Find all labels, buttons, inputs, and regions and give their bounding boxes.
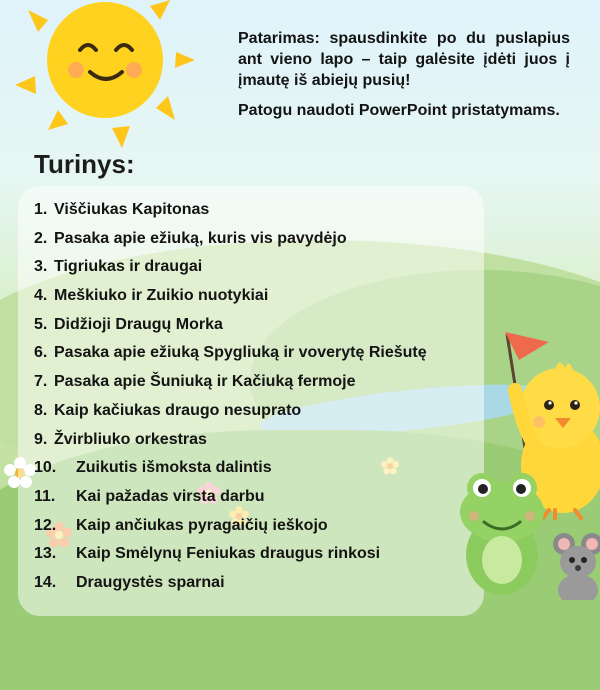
toc-item: 12. Kaip ančiukas pyragaičių ieškojo <box>34 516 328 534</box>
smiling-sun-icon <box>10 0 200 150</box>
toc-item: 2. Pasaka apie ežiuką, kuris vis pavydėjo <box>34 229 347 247</box>
contents-title: Turinys: <box>34 149 135 179</box>
toc-item: 8. Kaip kačiukas draugo nesuprato <box>34 401 302 419</box>
toc-item: 11. Kai pažadas virsta darbu <box>34 487 265 505</box>
toc-item: 10. Zuikutis išmoksta dalintis <box>34 459 272 477</box>
toc-item: 3. Tigriukas ir draugai <box>34 258 203 276</box>
toc-item: 1. Viščiukas Kapitonas <box>34 201 210 218</box>
toc-item: 13. Kaip Smėlynų Feniukas draugus rinkosi <box>34 545 381 563</box>
toc-item: 14. Draugystės sparnai <box>34 573 225 591</box>
toc-item: 4. Meškiuko ir Zuikio nuotykiai <box>34 287 269 305</box>
printing-tip <box>238 28 570 130</box>
mouse-icon <box>548 528 600 600</box>
tip-powerpoint-note: Patogu naudoti PowerPoint pristatymams. <box>238 102 560 119</box>
toc-item: 7. Pasaka apie Šuniuką ir Kačiuką fermoje <box>34 373 356 391</box>
toc-item: 5. Didžioji Draugų Morka <box>34 315 223 333</box>
toc-item: 6. Pasaka apie ežiuką Spygliuką ir voverytę Riešutę <box>34 344 427 362</box>
toc-item: 9. Žvirbliuko orkestras <box>34 430 207 448</box>
table-of-contents <box>34 200 427 602</box>
frog-icon <box>452 450 552 600</box>
tip-print-advice: Patarimas: spausdinkite po du puslapius ant vieno lapo – taip galėsite įdėti juos į įmautę iš abiejų pusių! <box>238 30 570 89</box>
